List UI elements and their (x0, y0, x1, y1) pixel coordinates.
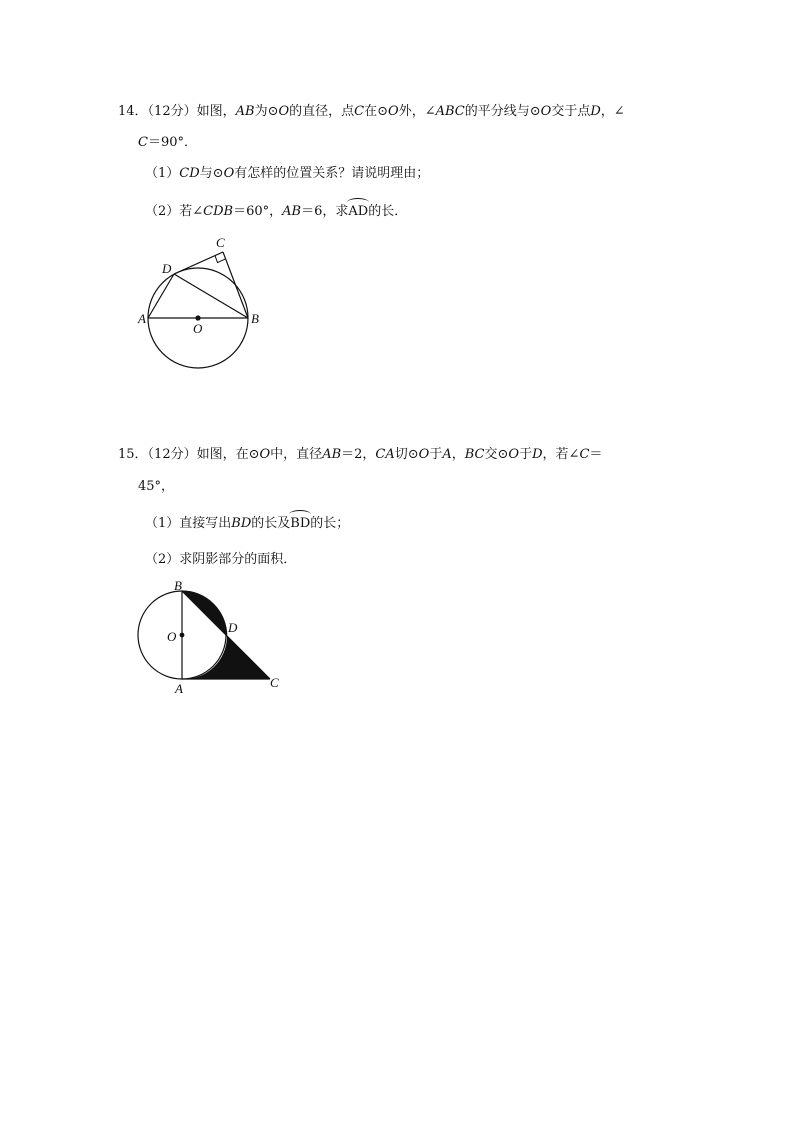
label-c: C (216, 235, 225, 250)
q14-line2: C＝90°． (138, 135, 197, 150)
q14-number: 14． (118, 104, 148, 119)
segment-cb (223, 252, 248, 318)
q15-part1: （1）直接写出BD的长及BD的长； (145, 516, 350, 531)
label-o: O (167, 629, 177, 644)
segment-db (174, 274, 248, 318)
q15-score: （12分） (147, 447, 197, 462)
q15-figure (130, 578, 290, 708)
label-o: O (193, 321, 203, 336)
label-b: B (174, 578, 182, 593)
segment-ad (148, 274, 174, 318)
q15-number: 15． (118, 447, 148, 462)
label-c: C (270, 675, 279, 690)
q15-part2: （2）求阴影部分的面积． (145, 552, 297, 567)
arc-ad: AD (348, 204, 369, 219)
arc-bd: BD (290, 516, 311, 531)
label-d: D (228, 620, 238, 635)
center-point (180, 633, 185, 638)
label-a: A (175, 681, 183, 696)
q14-line1: 14．（12分）如图，AB为⊙O的直径，点C在⊙O外，∠ABC的平分线与⊙O交于点D，∠ (118, 104, 625, 119)
q14-figure (133, 232, 273, 372)
q15-line2: 45°， (138, 479, 175, 494)
right-angle-mark (215, 256, 226, 263)
label-b: B (251, 311, 259, 326)
label-d: D (162, 261, 172, 276)
center-point (195, 315, 200, 320)
label-a: A (138, 311, 146, 326)
q15-line1: 15．（12分）如图，在⊙O中，直径AB＝2，CA切⊙O于A，BC交⊙O于D，若∠C＝ (118, 447, 603, 462)
q14-part2: （2）若∠CDB＝60°，AB＝6，求AD的长． (145, 204, 408, 219)
shaded-region-lower (182, 636, 270, 679)
q14-part1: （1）CD与⊙O有怎样的位置关系？请说明理由； (145, 166, 430, 181)
q14-score: （12分） (147, 104, 197, 119)
